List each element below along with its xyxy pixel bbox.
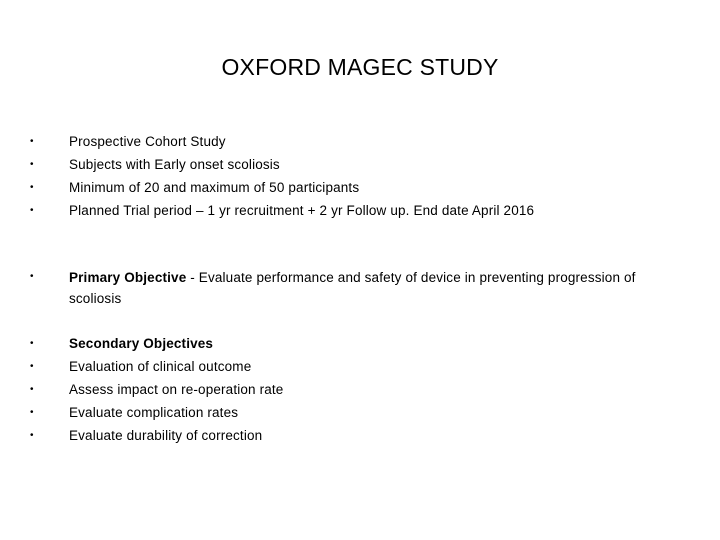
list-item-text: Evaluate durability of correction xyxy=(69,428,263,443)
list-item-text: Subjects with Early onset scoliosis xyxy=(69,157,280,172)
primary-objective-text: - Evaluate performance and safety of device in preventing progression of scoliosis xyxy=(69,270,636,306)
primary-objective-label: Primary Objective xyxy=(69,270,187,285)
bullet-icon: • xyxy=(30,430,34,441)
bullet-icon: • xyxy=(30,338,34,349)
list-item xyxy=(30,176,690,199)
bullet-icon: • xyxy=(30,271,34,282)
list-item-text: Evaluation of clinical outcome xyxy=(69,359,252,374)
list-item-text: Evaluate complication rates xyxy=(69,405,239,420)
list-item xyxy=(30,130,690,153)
bullet-icon: • xyxy=(30,205,34,216)
list-item xyxy=(30,424,690,447)
study-design-list xyxy=(30,130,690,222)
slide-title: OXFORD MAGEC STUDY xyxy=(221,54,499,80)
list-item-text: Minimum of 20 and maximum of 50 participants xyxy=(69,180,360,195)
list-item xyxy=(30,378,690,401)
bullet-icon: • xyxy=(30,361,34,372)
list-item xyxy=(30,355,690,378)
list-item-text: Prospective Cohort Study xyxy=(69,134,226,149)
bullet-icon: • xyxy=(30,159,34,170)
bullet-icon: • xyxy=(30,384,34,395)
list-item xyxy=(30,199,690,222)
secondary-objectives-heading: Secondary Objectives xyxy=(69,336,214,351)
list-item xyxy=(30,153,690,176)
bullet-icon: • xyxy=(30,407,34,418)
list-item xyxy=(30,332,690,355)
primary-objective xyxy=(30,266,690,309)
bullet-icon: • xyxy=(30,136,34,147)
list-item-text: Assess impact on re-operation rate xyxy=(69,382,284,397)
list-item xyxy=(30,401,690,424)
list-item-text xyxy=(69,270,636,306)
secondary-objectives-list xyxy=(30,332,690,447)
bullet-icon: • xyxy=(30,182,34,193)
list-item xyxy=(30,266,690,309)
list-item-text: Planned Trial period – 1 yr recruitment + 2 yr Follow up. End date April 2016 xyxy=(69,203,535,218)
